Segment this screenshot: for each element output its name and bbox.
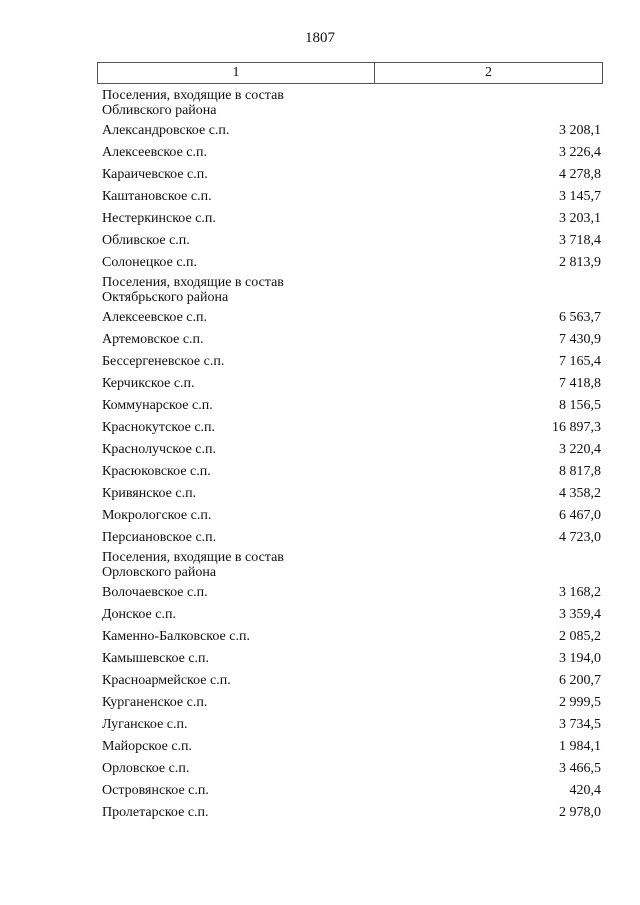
table-row bbox=[97, 208, 603, 230]
group-header bbox=[97, 549, 603, 582]
table-row bbox=[97, 758, 603, 780]
settlement-value: 3 718,4 bbox=[559, 233, 601, 248]
settlement-value: 8 156,5 bbox=[559, 398, 601, 413]
settlement-value: 2 978,0 bbox=[559, 805, 601, 820]
settlement-value: 4 278,8 bbox=[559, 167, 601, 182]
table-row bbox=[97, 120, 603, 142]
table-row bbox=[97, 164, 603, 186]
settlement-value: 3 145,7 bbox=[559, 189, 601, 204]
settlement-name: Мокрологское с.п. bbox=[102, 508, 212, 523]
settlement-value: 3 226,4 bbox=[559, 145, 601, 160]
settlement-name: Бессергеневское с.п. bbox=[102, 354, 225, 369]
table-row bbox=[97, 714, 603, 736]
header-column-2: 2 bbox=[485, 65, 492, 80]
settlement-value: 16 897,3 bbox=[552, 420, 601, 435]
settlement-value: 8 817,8 bbox=[559, 464, 601, 479]
settlement-name: Краснолучское с.п. bbox=[102, 442, 216, 457]
table-row bbox=[97, 780, 603, 802]
table-row bbox=[97, 307, 603, 329]
settlement-value: 6 563,7 bbox=[559, 310, 601, 325]
table-row bbox=[97, 395, 603, 417]
settlement-name: Коммунарское с.п. bbox=[102, 398, 213, 413]
group-title-line-1: Поселения, входящие в состав bbox=[102, 275, 284, 290]
group-title-line-1: Поселения, входящие в состав bbox=[102, 550, 284, 565]
settlement-name: Алексеевское с.п. bbox=[102, 145, 207, 160]
group-title-line-1: Поселения, входящие в состав bbox=[102, 88, 284, 103]
settlement-value: 2 999,5 bbox=[559, 695, 601, 710]
table-row bbox=[97, 626, 603, 648]
group-title-line-2: Обливского района bbox=[102, 103, 217, 118]
table-row bbox=[97, 802, 603, 824]
settlement-value: 2 813,9 bbox=[559, 255, 601, 270]
settlement-name: Краснокутское с.п. bbox=[102, 420, 216, 435]
settlement-name: Караичевское с.п. bbox=[102, 167, 208, 182]
settlement-value: 3 220,4 bbox=[559, 442, 601, 457]
table-row bbox=[97, 648, 603, 670]
table-body bbox=[97, 84, 603, 824]
settlement-name: Александровское с.п. bbox=[102, 123, 230, 138]
table-row bbox=[97, 461, 603, 483]
table-row bbox=[97, 439, 603, 461]
table-header-row bbox=[97, 62, 603, 84]
settlement-value: 420,4 bbox=[569, 783, 601, 798]
settlement-name: Керчикское с.п. bbox=[102, 376, 195, 391]
settlement-value: 7 430,9 bbox=[559, 332, 601, 347]
settlement-name: Каштановское с.п. bbox=[102, 189, 212, 204]
settlement-name: Алексеевское с.п. bbox=[102, 310, 207, 325]
table-row bbox=[97, 230, 603, 252]
settlement-name: Артемовское с.п. bbox=[102, 332, 204, 347]
settlement-value: 6 467,0 bbox=[559, 508, 601, 523]
settlement-name: Каменно-Балковское с.п. bbox=[102, 629, 250, 644]
table-row bbox=[97, 329, 603, 351]
settlement-value: 3 359,4 bbox=[559, 607, 601, 622]
settlement-value: 3 194,0 bbox=[559, 651, 601, 666]
settlement-name: Нестеркинское с.п. bbox=[102, 211, 216, 226]
settlement-value: 3 203,1 bbox=[559, 211, 601, 226]
table-row bbox=[97, 736, 603, 758]
settlement-name: Донское с.п. bbox=[102, 607, 176, 622]
settlement-value: 3 734,5 bbox=[559, 717, 601, 732]
table-row bbox=[97, 483, 603, 505]
settlement-name: Курганенское с.п. bbox=[102, 695, 208, 710]
table-row bbox=[97, 604, 603, 626]
settlement-name: Солонецкое с.п. bbox=[102, 255, 198, 270]
group-header bbox=[97, 274, 603, 307]
settlement-name: Красюковское с.п. bbox=[102, 464, 211, 479]
table-row bbox=[97, 692, 603, 714]
table-row bbox=[97, 186, 603, 208]
settlement-name: Камышевское с.п. bbox=[102, 651, 210, 666]
settlement-name: Кривянское с.п. bbox=[102, 486, 197, 501]
group-title-line-2: Орловского района bbox=[102, 565, 217, 580]
table-row bbox=[97, 142, 603, 164]
settlement-value: 4 723,0 bbox=[559, 530, 601, 545]
settlement-value: 1 984,1 bbox=[559, 739, 601, 754]
table-row bbox=[97, 670, 603, 692]
settlement-name: Персиановское с.п. bbox=[102, 530, 217, 545]
settlement-name: Обливское с.п. bbox=[102, 233, 190, 248]
settlement-value: 3 466,5 bbox=[559, 761, 601, 776]
table-row bbox=[97, 527, 603, 549]
group-header bbox=[97, 87, 603, 120]
settlement-name: Волочаевское с.п. bbox=[102, 585, 208, 600]
table-row bbox=[97, 252, 603, 274]
table-row bbox=[97, 373, 603, 395]
settlement-value: 3 208,1 bbox=[559, 123, 601, 138]
settlement-name: Пролетарское с.п. bbox=[102, 805, 209, 820]
settlement-name: Майорское с.п. bbox=[102, 739, 193, 754]
table-row bbox=[97, 582, 603, 604]
settlement-name: Орловское с.п. bbox=[102, 761, 190, 776]
table-row bbox=[97, 417, 603, 439]
settlement-name: Островянское с.п. bbox=[102, 783, 209, 798]
table-row bbox=[97, 505, 603, 527]
settlement-name: Луганское с.п. bbox=[102, 717, 188, 732]
settlement-value: 7 418,8 bbox=[559, 376, 601, 391]
settlement-name: Красноармейское с.п. bbox=[102, 673, 231, 688]
page-number: 1807 bbox=[305, 30, 335, 46]
settlement-value: 2 085,2 bbox=[559, 629, 601, 644]
header-column-1: 1 bbox=[98, 63, 375, 83]
settlement-value: 7 165,4 bbox=[559, 354, 601, 369]
table-row bbox=[97, 351, 603, 373]
settlement-value: 4 358,2 bbox=[559, 486, 601, 501]
settlement-value: 3 168,2 bbox=[559, 585, 601, 600]
group-title-line-2: Октябрьского района bbox=[102, 290, 229, 305]
settlements-table bbox=[97, 62, 603, 824]
settlement-value: 6 200,7 bbox=[559, 673, 601, 688]
